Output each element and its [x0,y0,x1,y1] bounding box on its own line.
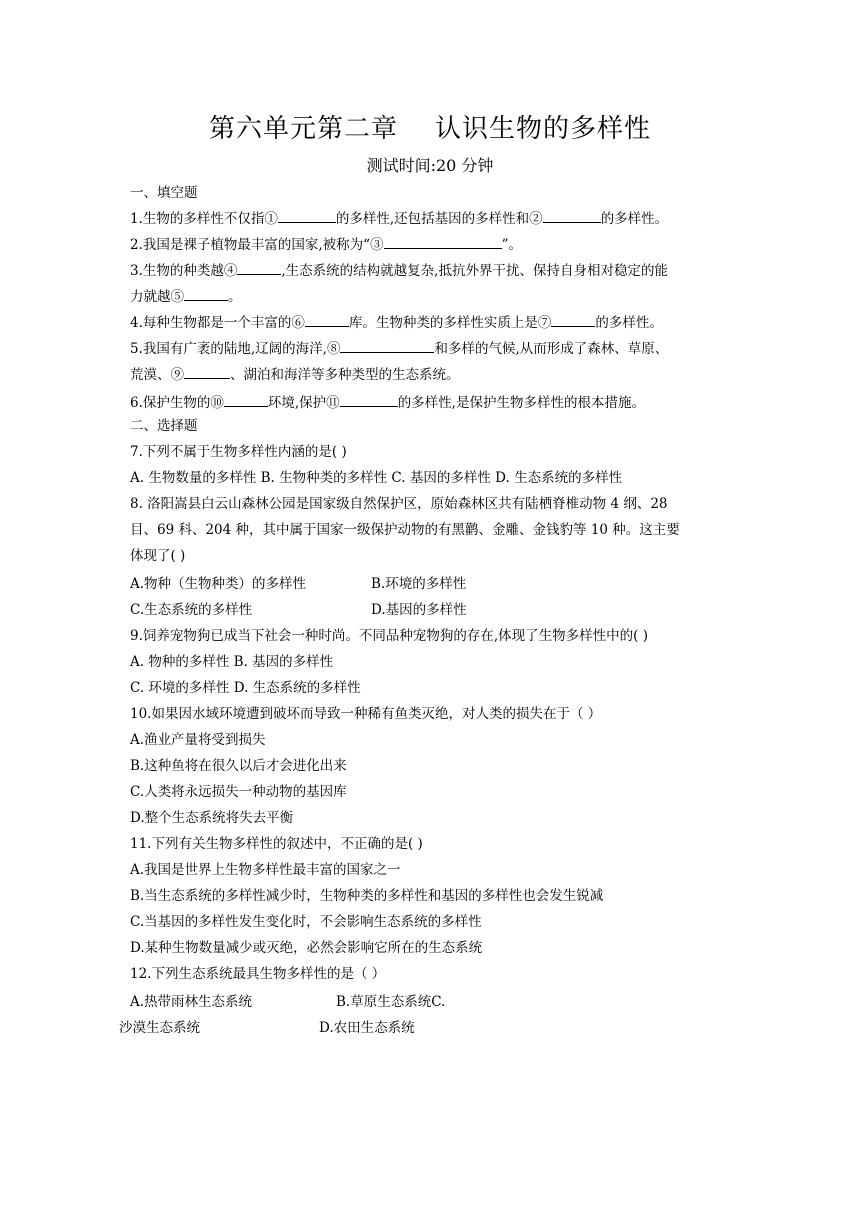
test-time: 测试时间:20 分钟 [366,156,494,175]
answer-blank-10[interactable] [224,392,268,407]
question-7-options: A. 生物数量的多样性 B. 生物种类的多样性 C. 基因的多样性 D. 生态系统的多样性 [130,470,623,486]
question-3-line-2: 力就越⑤ 。 [130,286,242,307]
section-multiple-choice: 二、选择题 [130,418,198,434]
answer-blank-2[interactable] [543,208,601,223]
question-12-stem: 12.下列生态系统最具生物多样性的是（ ） [130,966,386,982]
question-12-option-b: B.草原生态系统C. [336,994,446,1010]
question-8-line-3: 体现了( ) [130,548,186,564]
question-10-option-c: C.人类将永远损失一种动物的基因库 [130,784,347,800]
question-8-line-1: 8. 洛阳嵩县白云山森林公园是国家级自然保护区，原始森林区共有陆栖脊椎动物 4 纲、28 [130,496,668,512]
question-8-option-d: D.基因的多样性 [371,602,467,618]
question-10-option-a: A.渔业产量将受到损失 [130,732,266,748]
question-6: 6.保护生物的⑩ 环境,保护⑪ 的多样性,是保护生物多样性的根本措施。 [130,392,645,413]
page-title: 第六单元第二章 认识生物的多样性 [208,114,652,144]
question-3-line-1: 3.生物的种类越④ ,生态系统的结构就越复杂,抵抗外界干扰、保持自身相对稳定的能 [130,260,668,281]
answer-blank-3[interactable] [384,234,502,249]
question-5-line-1: 5.我国有广袤的陆地,辽阔的海洋,⑧ 和多样的气候,从而形成了森林、草原、 [130,338,668,359]
answer-blank-9[interactable] [184,364,230,379]
question-11-option-d: D.某种生物数量减少或灭绝，必然会影响它所在的生态系统 [130,940,483,956]
question-1: 1.生物的多样性不仅指① 的多样性,还包括基因的多样性和② 的多样性。 [130,208,668,229]
answer-blank-8[interactable] [340,338,434,353]
answer-blank-11[interactable] [340,392,398,407]
question-4: 4.每种生物都是一个丰富的⑥ 库。生物种类的多样性实质上是⑦ 的多样性。 [130,312,663,333]
question-11-stem: 11.下列有关生物多样性的叙述中，不正确的是( ) [130,836,423,852]
question-10-stem: 10.如果因水域环境遭到破坏而导致一种稀有鱼类灭绝，对人类的损失在于（ ） [130,706,602,722]
question-10-option-d: D.整个生态系统将失去平衡 [130,810,294,826]
question-11-option-b: B.当生态系统的多样性减少时，生物种类的多样性和基因的多样性也会发生锐减 [130,888,604,904]
question-10-option-b: B.这种鱼将在很久以后才会进化出来 [130,758,347,774]
question-12-option-c: 沙漠生态系统 [119,1020,200,1036]
question-11-option-a: A.我国是世界上生物多样性最丰富的国家之一 [130,862,401,878]
question-9-options-1: A. 物种的多样性 B. 基因的多样性 [130,654,334,670]
question-12-option-a: A.热带雨林生态系统 [130,994,253,1010]
question-2: 2.我国是裸子植物最丰富的国家,被称为“③ ”。 [130,234,522,255]
question-7-stem: 7.下列不属于生物多样性内涵的是( ) [130,444,347,460]
question-12-option-d: D.农田生态系统 [319,1020,415,1036]
question-8-option-a: A.物种（生物种类）的多样性 [130,576,307,592]
section-fill-in: 一、填空题 [130,185,198,201]
answer-blank-5[interactable] [184,286,228,301]
answer-blank-7[interactable] [551,312,595,327]
question-8-option-c: C.生态系统的多样性 [130,602,253,618]
question-8-option-b: B.环境的多样性 [371,576,467,592]
answer-blank-6[interactable] [305,312,349,327]
question-9-stem: 9.饲养宠物狗已成当下社会一种时尚。不同品种宠物狗的存在,体现了生物多样性中的( ) [130,628,648,644]
question-8-line-2: 目、69 科、204 种，其中属于国家一级保护动物的有黑鹳、金雕、金钱豹等 10 种。这主要 [130,522,680,538]
question-9-options-2: C. 环境的多样性 D. 生态系统的多样性 [130,680,361,696]
answer-blank-4[interactable] [237,260,281,275]
question-11-option-c: C.当基因的多样性发生变化时，不会影响生态系统的多样性 [130,914,482,930]
question-5-line-2: 荒漠、⑨ 、湖泊和海洋等多种类型的生态系统。 [130,364,460,385]
answer-blank-1[interactable] [278,208,336,223]
